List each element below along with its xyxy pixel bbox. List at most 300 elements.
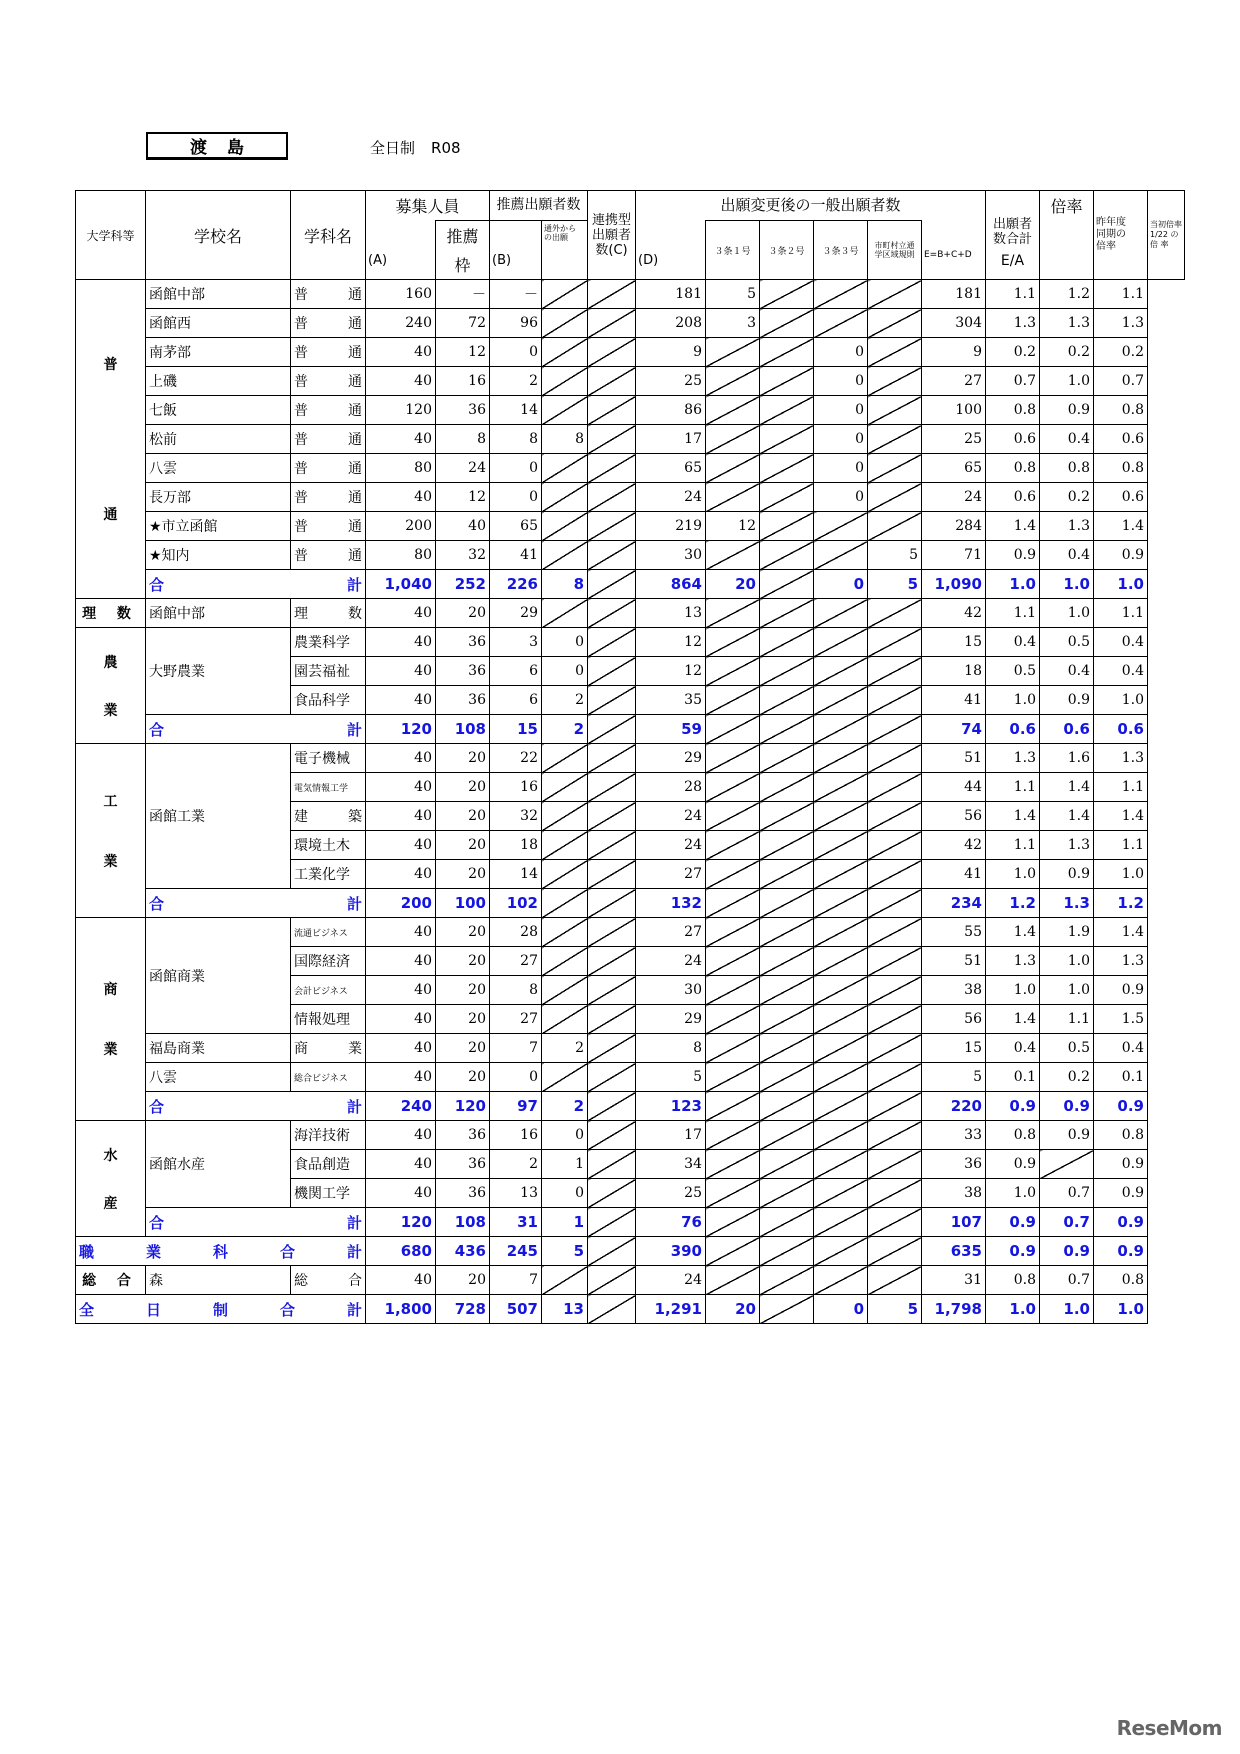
table-cell: 1.3	[1040, 889, 1094, 918]
table-cell: 208	[636, 309, 706, 338]
table-cell: 0.7	[1040, 1266, 1094, 1295]
empty-diagonal-cell	[814, 1150, 868, 1179]
empty-diagonal-cell	[760, 715, 814, 744]
empty-diagonal-cell	[814, 1034, 868, 1063]
table-cell: 1.4	[986, 802, 1040, 831]
category-sogo: 総 合	[76, 1266, 146, 1295]
table-cell: 25	[922, 425, 986, 454]
table-cell	[291, 280, 366, 309]
table-cell: 上磯	[146, 367, 291, 396]
table-cell: 24	[636, 483, 706, 512]
table-cell: 13	[542, 1295, 588, 1324]
table-row	[76, 918, 1185, 947]
table-cell: 0.9	[1094, 541, 1148, 570]
table-cell: 15	[490, 715, 542, 744]
empty-diagonal-cell	[760, 860, 814, 889]
table-cell: 20	[436, 599, 490, 628]
cell-text: 科	[212, 1242, 228, 1261]
table-cell: 工業化学	[291, 860, 366, 889]
empty-diagonal-cell	[868, 454, 922, 483]
table-cell: 1.3	[986, 947, 1040, 976]
table-cell: 15	[922, 1034, 986, 1063]
table-cell: 8	[490, 976, 542, 1005]
cell-text: 計	[346, 1300, 362, 1319]
table-cell: 38	[922, 976, 986, 1005]
table-cell: 41	[922, 686, 986, 715]
table-cell: 0	[490, 1063, 542, 1092]
empty-diagonal-cell	[706, 715, 760, 744]
table-cell: 51	[922, 947, 986, 976]
table-cell: 18	[922, 657, 986, 686]
table-cell: 2	[490, 367, 542, 396]
category-futsu	[76, 280, 146, 599]
table-cell: 32	[490, 802, 542, 831]
table-cell: 20	[436, 744, 490, 773]
table-cell: 0.9	[986, 1150, 1040, 1179]
table-cell: 40	[366, 657, 436, 686]
table-cell: 八雲	[146, 1063, 291, 1092]
table-cell: 56	[922, 802, 986, 831]
table-cell: 36	[436, 396, 490, 425]
table-cell: 40	[366, 1179, 436, 1208]
cell-text: 築	[348, 809, 362, 825]
table-cell: 0.5	[1040, 1034, 1094, 1063]
table-cell: 1,291	[636, 1295, 706, 1324]
empty-diagonal-cell	[542, 454, 588, 483]
cell-text: 総	[294, 1273, 308, 1289]
hdr-b: (B)	[490, 250, 542, 280]
empty-diagonal-cell	[760, 1150, 814, 1179]
empty-diagonal-cell	[868, 338, 922, 367]
table-cell: 1.0	[986, 860, 1040, 889]
table-cell: 28	[490, 918, 542, 947]
empty-diagonal-cell	[868, 773, 922, 802]
table-cell: 0.6	[1094, 425, 1148, 454]
empty-diagonal-cell	[760, 1266, 814, 1295]
table-cell: 2	[542, 1034, 588, 1063]
table-cell: 108	[436, 1208, 490, 1237]
hdr-ea: E/A	[986, 250, 1040, 280]
table-cell: 0.6	[1040, 715, 1094, 744]
table-cell: 0.2	[1040, 483, 1094, 512]
table-cell: 55	[922, 918, 986, 947]
empty-diagonal-cell	[760, 1237, 814, 1266]
cell-text: 普	[294, 287, 308, 303]
table-cell: 20	[436, 831, 490, 860]
table-cell: 函館工業	[146, 744, 291, 889]
hdr-general: 出願変更後の一般出願者数	[636, 191, 986, 221]
table-row	[76, 628, 1185, 657]
empty-diagonal-cell	[814, 1179, 868, 1208]
table-cell: －	[490, 280, 542, 309]
table-cell: 1,798	[922, 1295, 986, 1324]
table-cell: 20	[436, 918, 490, 947]
table-cell: 0.4	[986, 628, 1040, 657]
table-cell: 65	[490, 512, 542, 541]
table-cell: 1.0	[1040, 1295, 1094, 1324]
empty-diagonal-cell	[542, 367, 588, 396]
table-cell: 27	[490, 947, 542, 976]
table-cell: 1.1	[1094, 831, 1148, 860]
empty-diagonal-cell	[588, 1063, 636, 1092]
empty-diagonal-cell	[760, 889, 814, 918]
table-cell: 0.9	[1040, 686, 1094, 715]
table-cell: 1.2	[1040, 280, 1094, 309]
cell-text: 普	[294, 548, 308, 564]
empty-diagonal-cell	[760, 831, 814, 860]
grand-total-row	[76, 1295, 1185, 1324]
table-cell: 函館商業	[146, 918, 291, 1034]
table-cell: 0	[490, 483, 542, 512]
table-cell: 0	[814, 454, 868, 483]
table-cell: 八雲	[146, 454, 291, 483]
table-row	[76, 483, 1185, 512]
cell-text: 水	[103, 1147, 118, 1164]
table-cell: 5	[706, 280, 760, 309]
table-cell	[291, 599, 366, 628]
table-cell: 0	[542, 1179, 588, 1208]
table-cell: 40	[366, 338, 436, 367]
empty-diagonal-cell	[868, 512, 922, 541]
table-cell: 33	[922, 1121, 986, 1150]
table-cell: 436	[436, 1237, 490, 1266]
table-cell: 流通ビジネス	[291, 918, 366, 947]
cell-text: 普	[294, 374, 308, 390]
table-cell: 680	[366, 1237, 436, 1266]
table-cell: 七飯	[146, 396, 291, 425]
cell-text: 通	[348, 461, 362, 477]
table-cell: 20	[436, 860, 490, 889]
subtotal-row	[76, 1092, 1185, 1121]
table-cell: 41	[922, 860, 986, 889]
table-cell: 24	[636, 802, 706, 831]
table-cell: 20	[436, 802, 490, 831]
cell-text: 普	[294, 345, 308, 361]
empty-diagonal-cell	[542, 338, 588, 367]
table-cell: 食品創造	[291, 1150, 366, 1179]
empty-diagonal-cell	[706, 628, 760, 657]
empty-diagonal-cell	[542, 889, 588, 918]
table-cell: 0	[542, 628, 588, 657]
empty-diagonal-cell	[814, 1005, 868, 1034]
table-cell: 27	[636, 860, 706, 889]
table-cell: 1.1	[986, 280, 1040, 309]
table-cell: 1.0	[1094, 570, 1148, 599]
table-cell	[291, 1266, 366, 1295]
empty-diagonal-cell	[588, 860, 636, 889]
subtotal-row	[76, 715, 1185, 744]
table-cell: 5	[636, 1063, 706, 1092]
table-cell: 86	[636, 396, 706, 425]
table-cell: 0.9	[1094, 1237, 1148, 1266]
empty-diagonal-cell	[760, 918, 814, 947]
table-cell: 40	[366, 1034, 436, 1063]
empty-diagonal-cell	[814, 1121, 868, 1150]
table-cell: 40	[366, 831, 436, 860]
empty-diagonal-cell	[588, 1034, 636, 1063]
empty-diagonal-cell	[760, 367, 814, 396]
table-cell: 16	[436, 367, 490, 396]
table-cell: 0.1	[986, 1063, 1040, 1092]
empty-diagonal-cell	[542, 947, 588, 976]
cell-text: 普	[294, 461, 308, 477]
empty-diagonal-cell	[814, 831, 868, 860]
table-cell: 0.7	[986, 367, 1040, 396]
table-cell: 環境土木	[291, 831, 366, 860]
empty-diagonal-cell	[588, 280, 636, 309]
empty-diagonal-cell	[588, 802, 636, 831]
table-cell: 0	[814, 396, 868, 425]
table-cell: 0.4	[1040, 657, 1094, 686]
table-cell: 0.8	[1094, 1266, 1148, 1295]
table-cell: 0	[542, 1121, 588, 1150]
table-cell: 0.4	[1094, 628, 1148, 657]
table-cell: 40	[366, 367, 436, 396]
table-cell: 9	[922, 338, 986, 367]
table-cell	[291, 338, 366, 367]
empty-diagonal-cell	[542, 483, 588, 512]
table-cell: 240	[366, 1092, 436, 1121]
empty-diagonal-cell	[542, 396, 588, 425]
table-cell: 1.1	[1094, 599, 1148, 628]
empty-diagonal-cell	[868, 628, 922, 657]
table-cell: 108	[436, 715, 490, 744]
empty-diagonal-cell	[588, 744, 636, 773]
empty-diagonal-cell	[814, 309, 868, 338]
table-cell: 函館中部	[146, 599, 291, 628]
table-cell: 0.9	[986, 541, 1040, 570]
empty-diagonal-cell	[760, 483, 814, 512]
hdr-rec-applicants: 推薦出願者数	[490, 191, 588, 221]
empty-diagonal-cell	[814, 976, 868, 1005]
table-cell: 44	[922, 773, 986, 802]
empty-diagonal-cell	[588, 918, 636, 947]
empty-diagonal-cell	[814, 1063, 868, 1092]
empty-diagonal-cell	[868, 1063, 922, 1092]
empty-diagonal-cell	[814, 715, 868, 744]
cell-text: 通	[348, 548, 362, 564]
table-cell: 200	[366, 512, 436, 541]
cell-text: 普	[294, 519, 308, 535]
empty-diagonal-cell	[542, 802, 588, 831]
table-cell: 0.4	[1040, 541, 1094, 570]
empty-diagonal-cell	[760, 1179, 814, 1208]
table-cell: 0.8	[986, 396, 1040, 425]
table-cell: －	[436, 280, 490, 309]
table-cell: 12	[706, 512, 760, 541]
table-cell: 12	[436, 483, 490, 512]
table-cell: 1.0	[1040, 599, 1094, 628]
table-cell: 1.3	[986, 309, 1040, 338]
table-cell: 0.2	[1040, 338, 1094, 367]
subtitle-type: 全日制	[370, 139, 416, 157]
hdr-linked: 連携型 出願者 数(C)	[588, 191, 636, 280]
table-cell: 40	[366, 628, 436, 657]
empty-diagonal-cell	[760, 599, 814, 628]
table-cell: 40	[366, 744, 436, 773]
table-cell	[291, 454, 366, 483]
table-cell: 1,090	[922, 570, 986, 599]
empty-diagonal-cell	[542, 541, 588, 570]
empty-diagonal-cell	[542, 1266, 588, 1295]
table-cell: 1,040	[366, 570, 436, 599]
cell-text: 通	[348, 519, 362, 535]
table-cell: 電子機械	[291, 744, 366, 773]
empty-diagonal-cell	[706, 396, 760, 425]
table-cell	[291, 1034, 366, 1063]
table-cell: 0	[490, 338, 542, 367]
table-cell: 864	[636, 570, 706, 599]
empty-diagonal-cell	[588, 657, 636, 686]
empty-diagonal-cell	[868, 483, 922, 512]
empty-diagonal-cell	[760, 1208, 814, 1237]
empty-diagonal-cell	[868, 1266, 922, 1295]
empty-diagonal-cell	[760, 686, 814, 715]
table-cell: 12	[636, 628, 706, 657]
empty-diagonal-cell	[588, 1295, 636, 1324]
table-cell: 1.1	[1094, 280, 1148, 309]
cell-text: 普	[294, 403, 308, 419]
table-cell: 28	[636, 773, 706, 802]
table-cell: 機関工学	[291, 1179, 366, 1208]
table-cell: 1.3	[1040, 309, 1094, 338]
table-cell: 0.7	[1040, 1179, 1094, 1208]
table-cell	[291, 802, 366, 831]
empty-diagonal-cell	[706, 1237, 760, 1266]
cell-text: 合	[279, 1300, 295, 1319]
table-cell: 0.7	[1040, 1208, 1094, 1237]
table-row	[76, 367, 1185, 396]
table-cell: 31	[490, 1208, 542, 1237]
table-cell: 102	[490, 889, 542, 918]
cell-text: 通	[348, 374, 362, 390]
cell-text: 計	[346, 1242, 362, 1261]
cell-text: 理	[294, 606, 308, 622]
empty-diagonal-cell	[814, 889, 868, 918]
table-cell: 304	[922, 309, 986, 338]
hdr-art2: ３条２号	[760, 221, 814, 280]
table-cell: 0.2	[1040, 1063, 1094, 1092]
empty-diagonal-cell	[706, 599, 760, 628]
table-cell: 8	[490, 425, 542, 454]
table-cell: 1.4	[986, 918, 1040, 947]
empty-diagonal-cell	[814, 860, 868, 889]
table-cell: 40	[366, 976, 436, 1005]
table-cell: 0.2	[1094, 338, 1148, 367]
table-cell: 0	[814, 338, 868, 367]
table-cell: 20	[706, 1295, 760, 1324]
table-cell: 1.0	[1040, 976, 1094, 1005]
cell-text: 職	[79, 1242, 95, 1261]
table-cell: 0.4	[1094, 657, 1148, 686]
table-row	[76, 396, 1185, 425]
empty-diagonal-cell	[706, 802, 760, 831]
empty-diagonal-cell	[588, 686, 636, 715]
empty-diagonal-cell	[542, 309, 588, 338]
empty-diagonal-cell	[706, 454, 760, 483]
table-cell: 0	[814, 1295, 868, 1324]
subtitle-year: R08	[431, 139, 461, 157]
empty-diagonal-cell	[588, 367, 636, 396]
table-cell	[76, 1237, 366, 1266]
table-cell: 情報処理	[291, 1005, 366, 1034]
category-kogyo	[76, 744, 146, 918]
empty-diagonal-cell	[706, 1266, 760, 1295]
table-cell: 245	[490, 1237, 542, 1266]
empty-diagonal-cell	[760, 1295, 814, 1324]
table-cell	[76, 1295, 366, 1324]
empty-diagonal-cell	[760, 570, 814, 599]
table-cell: 1.4	[986, 512, 1040, 541]
empty-diagonal-cell	[706, 1208, 760, 1237]
table-cell	[636, 221, 706, 251]
table-cell: 20	[436, 1266, 490, 1295]
empty-diagonal-cell	[706, 686, 760, 715]
table-cell: 7	[490, 1034, 542, 1063]
table-cell: 24	[636, 831, 706, 860]
table-cell: 0.9	[1094, 1179, 1148, 1208]
cell-text: 通	[348, 432, 362, 448]
empty-diagonal-cell	[868, 744, 922, 773]
table-cell: 1.3	[1094, 947, 1148, 976]
table-cell: 24	[436, 454, 490, 483]
table-cell: 森	[146, 1266, 291, 1295]
empty-diagonal-cell	[542, 744, 588, 773]
table-cell: 20	[706, 570, 760, 599]
hdr-recruit: 募集人員	[366, 191, 490, 221]
empty-diagonal-cell	[868, 1150, 922, 1179]
empty-diagonal-cell	[868, 1121, 922, 1150]
table-cell: 長万部	[146, 483, 291, 512]
table-cell: 120	[436, 1092, 490, 1121]
table-cell: 0	[814, 425, 868, 454]
table-cell: 1.1	[986, 773, 1040, 802]
hdr-category: 大学科等	[76, 191, 146, 280]
empty-diagonal-cell	[760, 338, 814, 367]
table-cell: 42	[922, 831, 986, 860]
table-cell: 0.8	[986, 1266, 1040, 1295]
empty-diagonal-cell	[706, 657, 760, 686]
empty-diagonal-cell	[760, 541, 814, 570]
table-cell: 1.0	[1040, 947, 1094, 976]
empty-diagonal-cell	[868, 1034, 922, 1063]
table-cell: 27	[636, 918, 706, 947]
table-cell: 76	[636, 1208, 706, 1237]
empty-diagonal-cell	[814, 657, 868, 686]
table-cell: 0.6	[1094, 715, 1148, 744]
table-cell: 0.4	[1040, 425, 1094, 454]
table-cell: 0	[814, 483, 868, 512]
table-cell	[146, 1208, 366, 1237]
empty-diagonal-cell	[542, 280, 588, 309]
table-cell: 0.6	[986, 425, 1040, 454]
table-cell: 1.1	[1040, 1005, 1094, 1034]
table-cell: 園芸福祉	[291, 657, 366, 686]
table-cell: 0.5	[986, 657, 1040, 686]
cell-text: 通	[348, 490, 362, 506]
table-cell: 8	[542, 425, 588, 454]
hdr-art3: ３条３号	[814, 221, 868, 280]
table-cell: 1.4	[1094, 802, 1148, 831]
table-cell: 40	[366, 686, 436, 715]
subtitle	[370, 137, 477, 158]
cell-text: 合	[149, 1213, 165, 1232]
table-cell: 1	[542, 1150, 588, 1179]
category-shogyo	[76, 918, 146, 1121]
table-cell: 1.5	[1094, 1005, 1148, 1034]
empty-diagonal-cell	[588, 1005, 636, 1034]
empty-diagonal-cell	[588, 425, 636, 454]
